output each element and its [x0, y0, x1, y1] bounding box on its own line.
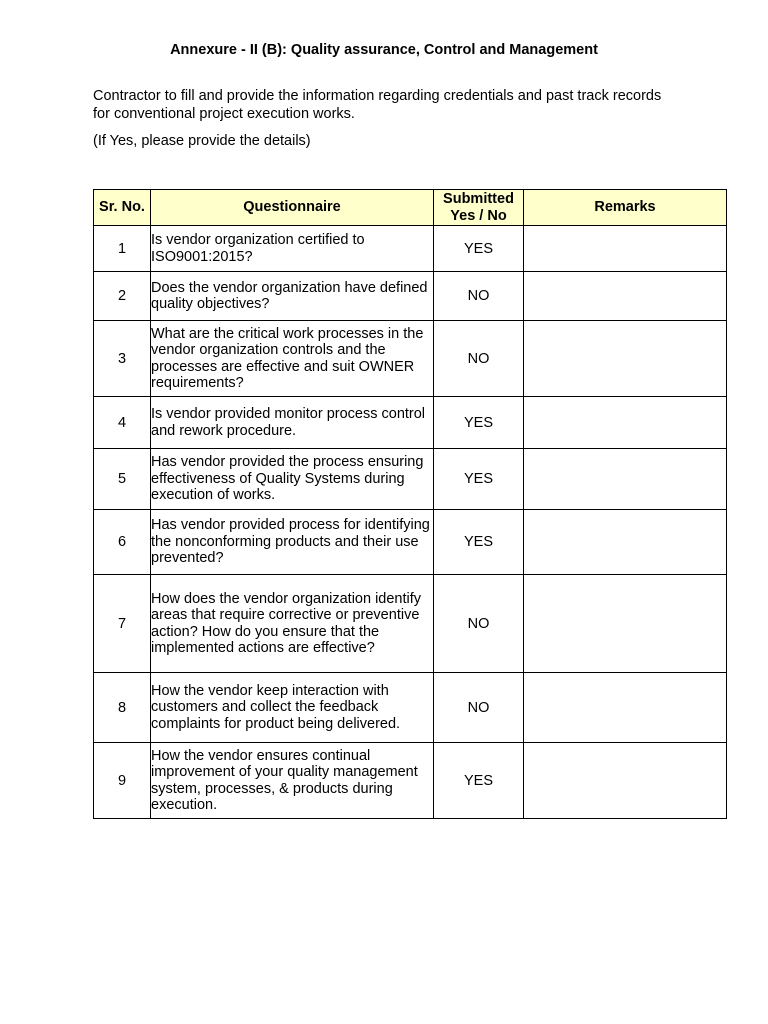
- question-cell: How the vendor ensures continual improvement of your quality management system, processes, & products during execution.: [151, 743, 434, 819]
- sr-no-cell: 2: [94, 272, 151, 321]
- sr-no-cell: 5: [94, 449, 151, 510]
- header-submitted: Submitted Yes / No: [434, 190, 524, 226]
- remarks-cell[interactable]: [524, 226, 727, 272]
- question-cell: Has vendor provided process for identifying the nonconforming products and their use prevented?: [151, 510, 434, 575]
- header-remarks: Remarks: [524, 190, 727, 226]
- sr-no-cell: 1: [94, 226, 151, 272]
- question-cell: Does the vendor organization have defined quality objectives?: [151, 272, 434, 321]
- remarks-cell[interactable]: [524, 321, 727, 397]
- question-cell: Is vendor provided monitor process control and rework procedure.: [151, 397, 434, 449]
- submitted-cell: NO: [434, 673, 524, 743]
- intro-paragraph: Contractor to fill and provide the information regarding credentials and past track records for conventional project execution works.: [93, 88, 662, 122]
- remarks-cell[interactable]: [524, 510, 727, 575]
- remarks-cell[interactable]: [524, 397, 727, 449]
- submitted-cell: YES: [434, 397, 524, 449]
- sr-no-cell: 6: [94, 510, 151, 575]
- submitted-cell: NO: [434, 272, 524, 321]
- header-questionnaire: Questionnaire: [151, 190, 434, 226]
- sr-no-cell: 4: [94, 397, 151, 449]
- submitted-cell: YES: [434, 510, 524, 575]
- remarks-cell[interactable]: [524, 272, 727, 321]
- table-row: [94, 673, 727, 743]
- questionnaire-table: [93, 189, 727, 819]
- table-header-row: [94, 190, 727, 226]
- table-row: [94, 226, 727, 272]
- question-cell: Has vendor provided the process ensuring effectiveness of Quality Systems during execution of works.: [151, 449, 434, 510]
- submitted-cell: YES: [434, 743, 524, 819]
- table-row: [94, 397, 727, 449]
- remarks-cell[interactable]: [524, 575, 727, 673]
- table-row: [94, 449, 727, 510]
- question-cell: Is vendor organization certified to ISO9001:2015?: [151, 226, 434, 272]
- instruction-note: (If Yes, please provide the details): [93, 133, 311, 149]
- remarks-cell[interactable]: [524, 449, 727, 510]
- table-row: [94, 575, 727, 673]
- question-cell: How the vendor keep interaction with customers and collect the feedback complaints for product being delivered.: [151, 673, 434, 743]
- table-row: [94, 743, 727, 819]
- table-row: [94, 510, 727, 575]
- question-cell: How does the vendor organization identify areas that require corrective or preventive action? How do you ensure that the implemented actions are effective?: [151, 575, 434, 673]
- sr-no-cell: 3: [94, 321, 151, 397]
- sr-no-cell: 8: [94, 673, 151, 743]
- submitted-cell: YES: [434, 449, 524, 510]
- remarks-cell[interactable]: [524, 673, 727, 743]
- sr-no-cell: 7: [94, 575, 151, 673]
- submitted-cell: NO: [434, 321, 524, 397]
- table-row: [94, 321, 727, 397]
- question-cell: What are the critical work processes in the vendor organization controls and the processes are effective and suit OWNER requirements?: [151, 321, 434, 397]
- remarks-cell[interactable]: [524, 743, 727, 819]
- header-sr-no: Sr. No.: [94, 190, 151, 226]
- sr-no-cell: 9: [94, 743, 151, 819]
- submitted-cell: NO: [434, 575, 524, 673]
- submitted-cell: YES: [434, 226, 524, 272]
- document-title: Annexure - II (B): Quality assurance, Control and Management: [170, 42, 598, 58]
- table-row: [94, 272, 727, 321]
